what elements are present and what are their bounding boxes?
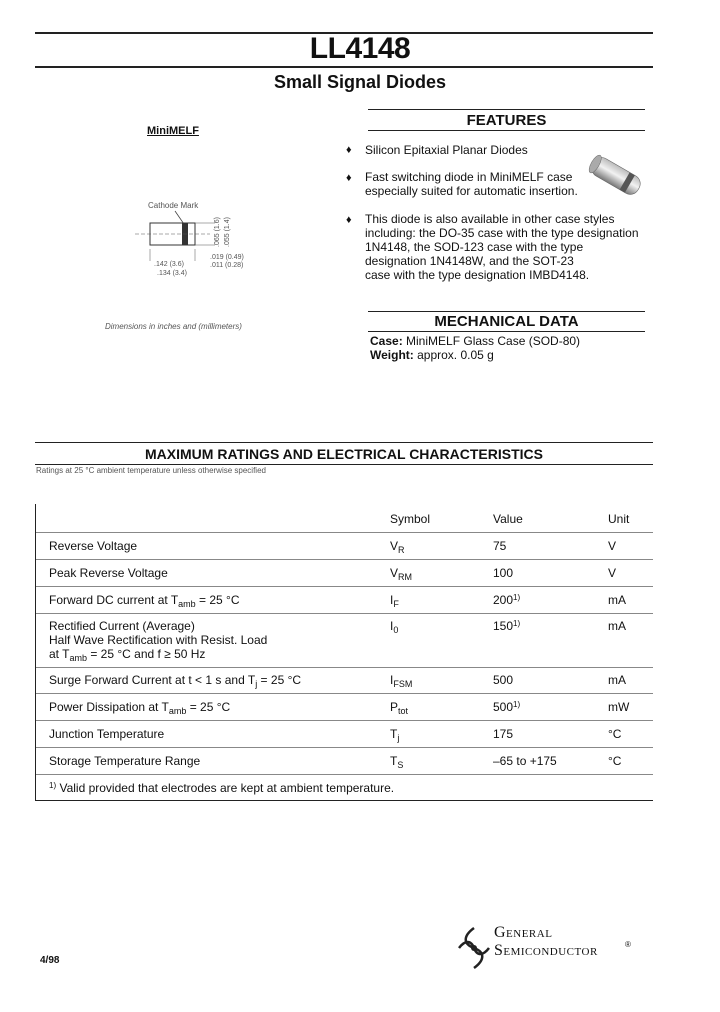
table-row-value: –65 to +175 [493, 754, 557, 768]
symbol-main: T [390, 754, 398, 768]
dim-band-min: .011 (0.28) [210, 262, 244, 269]
param-text: = 25 °C [195, 593, 240, 607]
row-divider [36, 774, 653, 775]
case-label: Case: [370, 334, 403, 348]
symbol-main: P [390, 700, 399, 714]
row-divider [36, 667, 653, 668]
symbol-sub: S [397, 760, 404, 770]
ratings-heading: MAXIMUM RATINGS AND ELECTRICAL CHARACTERISTICS [145, 446, 543, 462]
weight-label: Weight: [370, 348, 414, 362]
feature-item-2-line-1: Fast switching diode in MiniMELF case [365, 170, 573, 184]
symbol-sub: RM [398, 572, 413, 582]
mechanical-top-rule [368, 311, 645, 312]
title-rule [35, 66, 653, 68]
dim-height-max: .065 (1.6) [214, 217, 221, 247]
table-row-value: 75 [493, 539, 507, 553]
footnote-mark: 1) [49, 781, 57, 790]
table-row-param: Peak Reverse Voltage [49, 566, 168, 580]
table-row-value [493, 619, 520, 633]
weight-value: approx. 0.05 g [413, 348, 494, 362]
mechanical-heading: MECHANICAL DATA [434, 313, 579, 330]
param-sub: j [255, 679, 258, 689]
value-main: 500 [493, 700, 514, 714]
table-row-unit: mW [608, 700, 630, 714]
value-main: 200 [493, 593, 514, 607]
table-row-unit: °C [608, 754, 622, 768]
table-row-unit: mA [608, 673, 626, 687]
table-row-param [49, 700, 230, 714]
general-semiconductor-logo-icon [455, 926, 493, 970]
minimelf-diode-photo [584, 151, 648, 201]
table-row-symbol [390, 539, 405, 553]
footnote [49, 781, 394, 795]
table-row-value [493, 700, 520, 714]
col-header-symbol: Symbol [390, 512, 431, 526]
dim-height-min: .055 (1.4) [224, 217, 231, 247]
feature-item-3-line-5: case with the type designation IMBD4148. [365, 268, 590, 282]
bullet-icon: ♦ [346, 172, 352, 184]
param-text: = 25 °C and f ≥ 50 Hz [86, 647, 206, 661]
case-value: MiniMELF Glass Case (SOD-80) [402, 334, 581, 348]
registered-mark: ® [625, 940, 631, 949]
row-divider [36, 559, 653, 560]
table-row-param: Storage Temperature Range [49, 754, 201, 768]
table-bottom-border [35, 800, 653, 801]
package-label: MiniMELF [147, 125, 199, 137]
row-divider [36, 532, 653, 533]
param-sub: amb [69, 653, 87, 663]
param-sub: amb [178, 599, 196, 609]
table-row-value: 100 [493, 566, 514, 580]
symbol-sub: j [397, 733, 400, 743]
dim-length-min: .134 (3.4) [157, 270, 187, 277]
case-line [370, 334, 580, 348]
table-row-unit: °C [608, 727, 622, 741]
feature-item-2-line-2: especially suited for automatic insertion. [365, 184, 578, 198]
table-row-unit: mA [608, 619, 626, 633]
table-row-param: Reverse Voltage [49, 539, 138, 553]
row-divider [36, 693, 653, 694]
table-row-value: 175 [493, 727, 514, 741]
table-row-param [49, 673, 301, 687]
table-row-symbol [390, 727, 399, 741]
document-title: LL4148 [309, 32, 411, 65]
param-sub: amb [168, 706, 187, 716]
table-row-unit: V [608, 566, 617, 580]
logo-line-general: General [494, 924, 553, 941]
dimensions-note: Dimensions in inches and (millimeters) [105, 322, 242, 331]
feature-item-3-line-2: including: the DO-35 case with the type designation [365, 226, 639, 240]
table-row-symbol [390, 754, 403, 768]
symbol-main: T [390, 727, 398, 741]
table-left-border [35, 504, 36, 801]
revision-date: 4/98 [40, 955, 60, 966]
symbol-main: V [390, 539, 399, 553]
footnote-ref: 1) [513, 619, 521, 628]
footnote-ref: 1) [513, 700, 521, 709]
weight-line [370, 348, 494, 362]
param-text: Forward DC current at T [49, 593, 179, 607]
param-text: = 25 °C [186, 700, 231, 714]
col-header-value: Value [493, 512, 523, 526]
value-main: 150 [493, 619, 514, 633]
param-text: at T [49, 647, 70, 661]
table-row-param-line-3 [49, 647, 205, 661]
table-row-param: Junction Temperature [49, 727, 165, 741]
bullet-icon: ♦ [346, 214, 352, 226]
param-text: Power Dissipation at T [49, 700, 169, 714]
symbol-sub: FSM [393, 679, 413, 689]
table-row-symbol [390, 619, 398, 633]
symbol-main: I [390, 673, 394, 687]
feature-item-1: Silicon Epitaxial Planar Diodes [365, 143, 528, 157]
table-row-symbol [390, 566, 412, 580]
row-divider [36, 720, 653, 721]
table-row-param [49, 593, 240, 607]
features-heading: FEATURES [466, 112, 547, 129]
mechanical-bottom-rule [368, 331, 645, 332]
table-row-value [493, 593, 520, 607]
symbol-sub: tot [398, 706, 409, 716]
col-header-unit: Unit [608, 512, 630, 526]
table-row-symbol [390, 700, 408, 714]
logo-line-semiconductor: Semiconductor [494, 942, 598, 959]
feature-item-3-line-3: 1N4148, the SOD-123 case with the type [365, 240, 584, 254]
dim-length-max: .142 (3.6) [154, 261, 184, 268]
table-row-unit: V [608, 539, 617, 553]
symbol-main: V [390, 566, 399, 580]
footnote-text: Valid provided that electrodes are kept at ambient temperature. [56, 781, 395, 795]
features-top-rule [368, 109, 645, 110]
dim-band-max: .019 (0.49) [210, 254, 244, 261]
param-text: Surge Forward Current at t < 1 s and T [49, 673, 256, 687]
table-row-value: 500 [493, 673, 514, 687]
ratings-bottom-rule [35, 464, 653, 465]
row-divider [36, 613, 653, 614]
feature-item-3-line-1: This diode is also available in other case styles [365, 212, 615, 226]
document-subtitle: Small Signal Diodes [273, 72, 447, 92]
row-divider [36, 586, 653, 587]
symbol-sub: F [393, 599, 399, 609]
symbol-sub: R [398, 545, 405, 555]
table-row-param-line-1: Rectified Current (Average) [49, 619, 195, 633]
row-divider [36, 747, 653, 748]
bullet-icon: ♦ [346, 144, 352, 156]
ratings-note: Ratings at 25 °C ambient temperature unless otherwise specified [36, 466, 266, 475]
table-row-symbol [390, 673, 412, 687]
symbol-main: I [390, 619, 394, 633]
feature-item-3-line-4: designation 1N4148W, and the SOT-23 [365, 254, 574, 268]
table-row-unit: mA [608, 593, 626, 607]
table-row-symbol [390, 593, 399, 607]
table-row-param-line-2: Half Wave Rectification with Resist. Load [49, 633, 268, 647]
symbol-sub: 0 [393, 625, 399, 635]
symbol-main: I [390, 593, 394, 607]
footnote-ref: 1) [513, 593, 521, 602]
ratings-top-rule [35, 442, 653, 443]
features-bottom-rule [368, 130, 645, 131]
cathode-mark-label: Cathode Mark [148, 201, 199, 210]
param-text: = 25 °C [257, 673, 302, 687]
